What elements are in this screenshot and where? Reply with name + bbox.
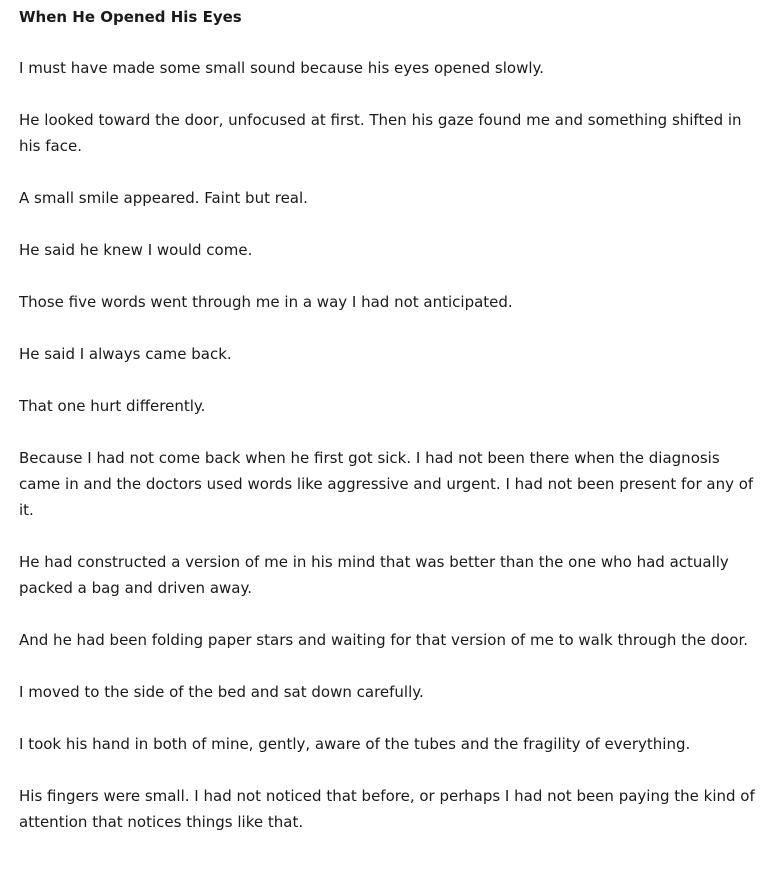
paragraph: He said I always came back. (19, 345, 232, 363)
paragraph: And he had been folding paper stars and waiting for that version of me to walk through the door. (19, 631, 749, 649)
paragraph: I moved to the side of the bed and sat down carefully. (19, 683, 424, 701)
paragraph: That one hurt differently. (19, 397, 206, 415)
paragraph: Because I had not come back when he first got sick. I had not been there when the diagnosis came in and the doctors used words like aggressive and urgent. I had not been present for any of it. (19, 449, 754, 519)
paragraph: He said he knew I would come. (19, 241, 253, 259)
paragraph: I took his hand in both of mine, gently, aware of the tubes and the fragility of everything. (19, 735, 691, 753)
paragraph: I must have made some small sound because his eyes opened slowly. (19, 59, 545, 77)
article-title: When He Opened His Eyes (19, 8, 242, 26)
paragraph: He had constructed a version of me in his mind that was better than the one who had actually packed a bag and driven away. (19, 553, 729, 597)
paragraph: He looked toward the door, unfocused at first. Then his gaze found me and something shifted in his face. (19, 111, 742, 155)
paragraph: Those five words went through me in a way I had not anticipated. (19, 293, 513, 311)
paragraph: A small smile appeared. Faint but real. (19, 189, 308, 207)
paragraph: His fingers were small. I had not noticed that before, or perhaps I had not been paying the kind of attention that notices things like that. (19, 787, 755, 831)
